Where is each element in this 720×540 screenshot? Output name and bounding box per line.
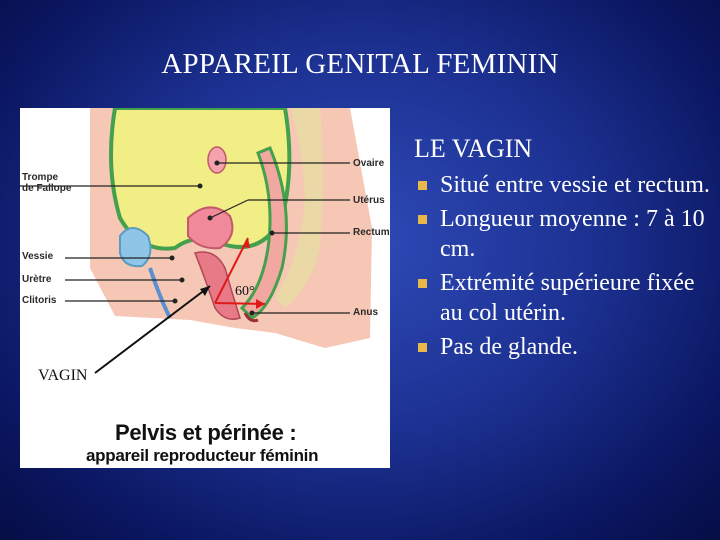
bullet-text: Pas de glande.	[440, 334, 578, 360]
section-title: LE VAGIN	[414, 134, 533, 163]
pelvis-diagram	[20, 108, 390, 468]
label-clitoris: Clitoris	[22, 295, 57, 306]
bullet-list	[414, 170, 720, 362]
figure-caption-subtitle: appareil reproducteur féminin	[86, 446, 319, 465]
label-trompe	[22, 172, 71, 194]
label-trompe-line1: Trompe	[22, 172, 59, 183]
label-rectum: Rectum	[353, 227, 390, 238]
square-bullet-icon	[418, 279, 427, 288]
square-bullet-icon	[418, 215, 427, 224]
angle-label: 60°	[235, 284, 255, 299]
bullet-text: Situé entre vessie et rectum.	[440, 172, 710, 198]
list-item	[414, 170, 720, 200]
list-item	[414, 332, 720, 362]
label-vessie: Vessie	[22, 251, 54, 262]
square-bullet-icon	[418, 343, 427, 352]
list-item	[414, 204, 720, 264]
content-panel	[414, 132, 720, 362]
label-trompe-line2: de Fallope	[22, 183, 72, 194]
figure-caption-title: Pelvis et périnée :	[115, 420, 297, 445]
label-uretre: Urètre	[22, 274, 52, 285]
slide-title: APPAREIL GENITAL FEMININ	[161, 48, 559, 80]
list-item	[414, 268, 720, 328]
vagin-label: VAGIN	[38, 367, 88, 384]
bullet-text: Extrémité supérieure fixée au col utérin.	[440, 270, 695, 326]
label-uterus: Utérus	[353, 195, 385, 206]
square-bullet-icon	[418, 181, 427, 190]
label-anus: Anus	[353, 307, 378, 318]
label-ovaire: Ovaire	[353, 158, 385, 169]
bullet-text: Longueur moyenne : 7 à 10 cm.	[440, 206, 705, 262]
anatomy-figure	[20, 108, 390, 468]
